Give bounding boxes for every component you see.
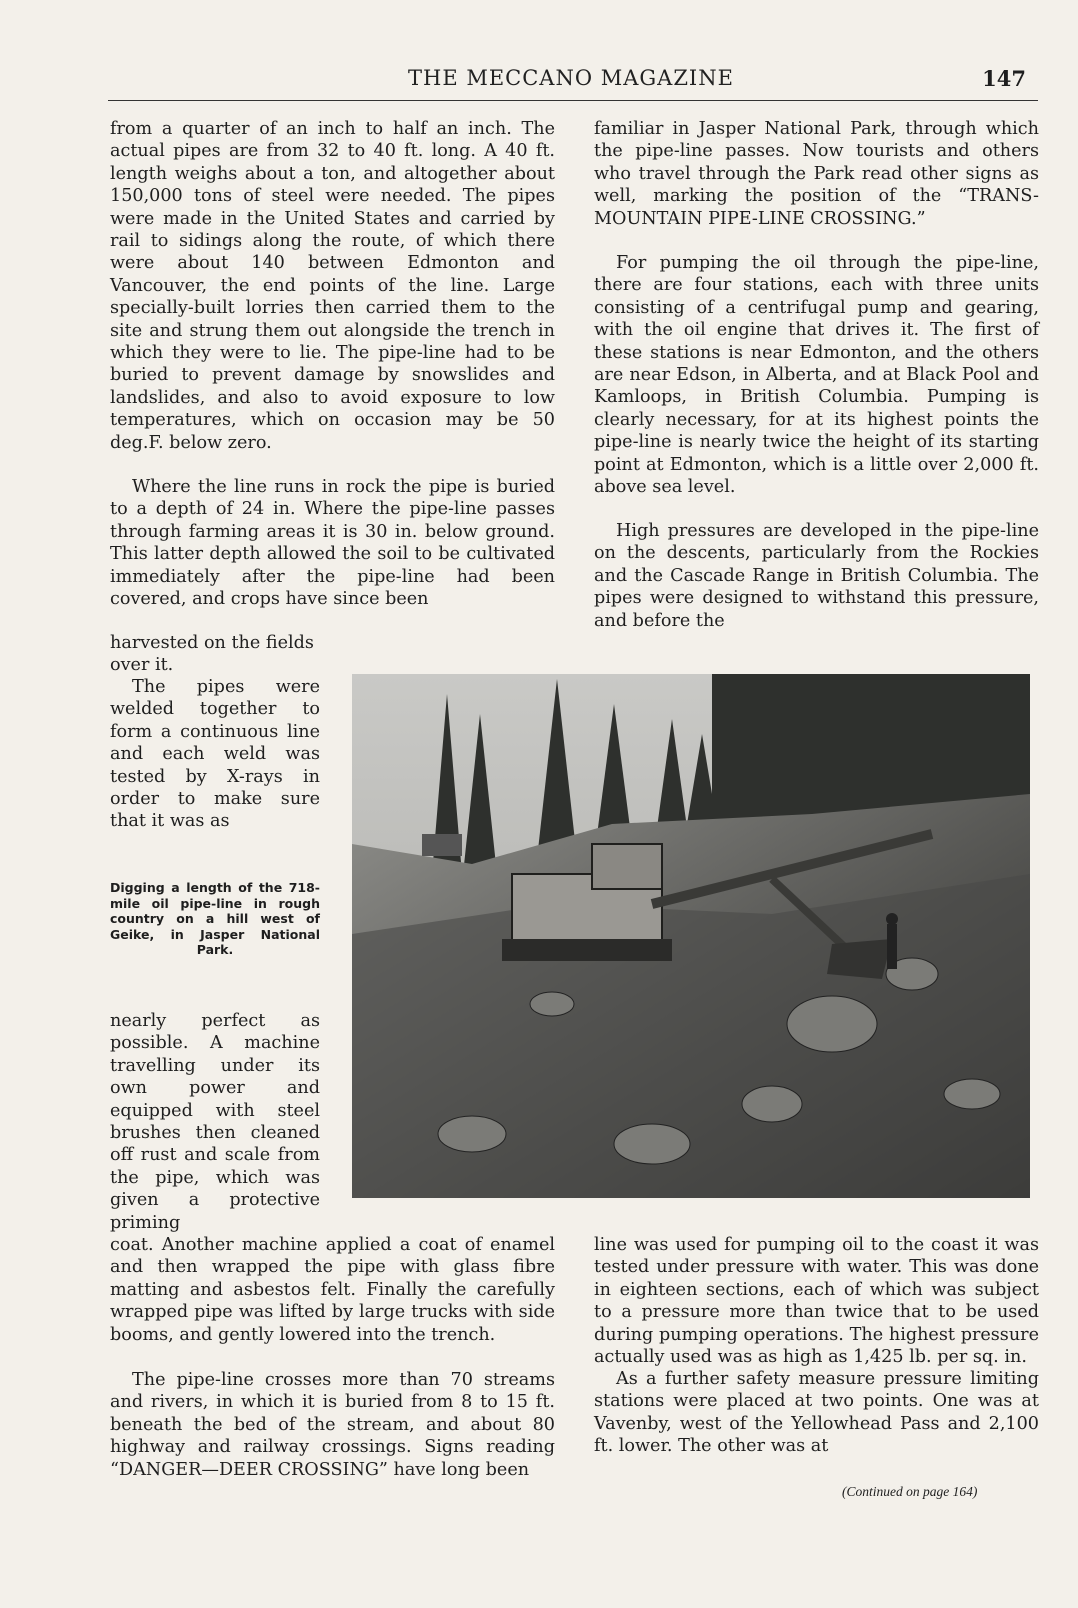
left-paragraph-3-wide: coat. Another machine applied a coat of enamel and then wrapped the pipe with glass fibre matting and asbestos felt. Finally the carefully wrapped pipe was lifted by large trucks with side booms, and gently lowered into the trench. — [110, 1235, 555, 1345]
left-paragraph-3-continued: nearly perfect as possible. A machine travelling under its own power and equipped with steel brushes then cleaned off rust and scale from the pipe, which was given a protective priming — [110, 1011, 320, 1233]
left-paragraph-1: from a quarter of an inch to half an inch. The actual pipes are from 32 to 40 ft. long. A 40 ft. length weighs about a ton, and altogether about 150,000 tons of steel were needed. The pipes were made in the United States and carried by rail to sidings along the route, of which there were about 140 between Edmonton and Vancouver, the end points of the line. Large specially-built lorries then carried them to the site and strung them out alongside the trench in which they were to lie. The pipe-line had to be buried to prevent damage by snowslides and landslides, and also to avoid exposure to low temperatures, which on occasion may be 50 deg.F. below zero. — [110, 119, 555, 453]
right-paragraph-1: familiar in Jasper National Park, through which the pipe-line passes. Now tourists and others who travel through the Park read other signs as well, marking the position of the “TRANS-MOUNTAIN PIPE-LINE CROSSING.” — [594, 119, 1039, 229]
page-header — [108, 62, 1038, 101]
continued-note: (Continued on page 164) — [842, 1484, 978, 1499]
magazine-title: THE MECCANO MAGAZINE — [408, 66, 734, 90]
right-paragraph-3: High pressures are developed in the pipe-line on the descents, particularly from the Rockies and the Cascade Range in British Columbia. The pipes were designed to withstand this pressure, and before the — [594, 521, 1039, 631]
right-paragraph-4: As a further safety measure pressure limiting stations were placed at two points. One was at Vavenby, west of the Yellowhead Pass and 2,100 ft. lower. The other was at — [594, 1369, 1039, 1457]
photo-caption: Digging a length of the 718-mile oil pipe-line in rough country on a hill west of Geike, in Jasper National Park. — [110, 880, 320, 957]
right-paragraph-2: For pumping the oil through the pipe-line, there are four stations, each with three units consisting of a centrifugal pump and gearing, with the oil engine that drives it. The first of these stations is near Edmonton, and the others are near Edson, in Alberta, and at Black Pool and Kamloops, in British Columbia. Pumping is clearly necessary, for at its highest points the pipe-line is nearly twice the height of its starting point at Edmonton, which is a little over 2,000 ft. above sea level. — [594, 253, 1039, 498]
left-paragraph-2-tail: harvested on the fields over it. — [110, 633, 314, 676]
excavator-photo — [352, 674, 1030, 1198]
left-paragraph-4: The pipe-line crosses more than 70 streams and rivers, in which it is buried from 8 to 15 ft. beneath the bed of the stream, and about 80 highway and railway crossings. Signs reading “DANGER—DEER CROSSING” have long been — [110, 1370, 555, 1480]
left-paragraph-3: The pipes were welded together to form a continuous line and each weld was tested by X-rays in order to make sure that it was as — [110, 677, 320, 832]
left-paragraph-2: Where the line runs in rock the pipe is buried to a depth of 24 in. Where the pipe-line passes through farming areas it is 30 in. below ground. This latter depth allowed the soil to be cultivated immediately after the pipe-line had been covered, and crops have since been — [110, 477, 555, 610]
right-paragraph-3-continued: line was used for pumping oil to the coast it was tested under pressure with water. This was done in eighteen sections, each of which was subject to a pressure more than twice that to be used during pumping operations. The highest pressure actually used was as high as 1,425 lb. per sq. in. — [594, 1235, 1039, 1368]
page-number: 147 — [982, 66, 1026, 91]
